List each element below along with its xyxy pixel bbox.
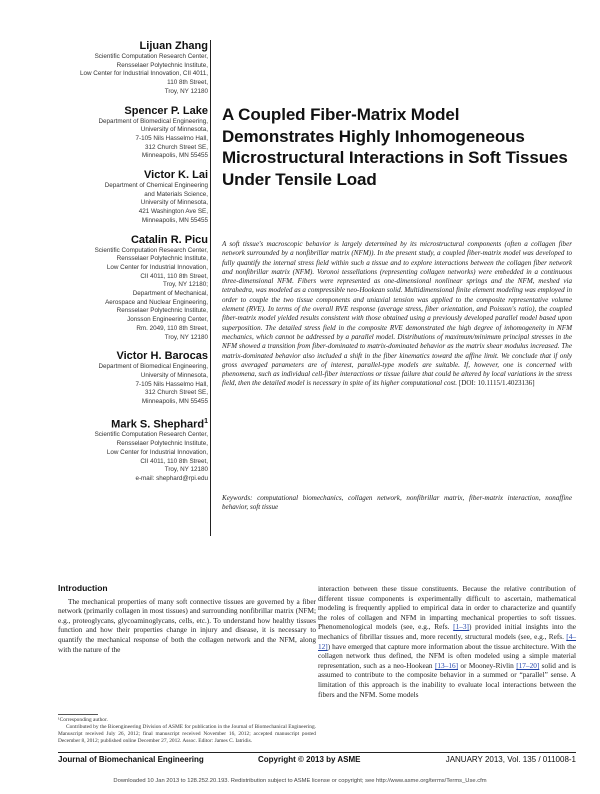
footnote: ¹Corresponding author. [58, 717, 108, 723]
citation-link[interactable]: [4–12] [318, 631, 576, 651]
doi-link[interactable]: [DOI: 10.1115/1.4023136] [458, 379, 535, 388]
body-text: interaction between these tissue constituents. Because the relative contribution of different tissue components is experimentally difficult to ascertain, mathematical modeling is frequently applied to empirical data in order to characterize and quantify the roles of collagen and NFM in imparting mechanical properties to soft tissues. Phenomenological models (see, e.g., Refs. [318, 584, 576, 632]
citation-link[interactable]: [1–3] [453, 622, 469, 632]
author-name: Lijuan Zhang [139, 40, 208, 52]
column-divider [210, 40, 211, 536]
citation-link[interactable]: [13–16] [434, 660, 459, 670]
body-text: solid and is assumed to contribute to the composite behavior in a summed or “parallel” sense. A limitation of this approach is the inability to evaluate local interactions between the fibers and the NFM. Some models [318, 660, 576, 699]
author-block [40, 234, 208, 343]
author-affiliation: Department of Biomedical Engineering, University of Minnesota, 7-105 Nils Hasselmo Hall, 312 Church Street SE, Minneapolis, MN 55455 [98, 363, 208, 406]
body-text: or Mooney-Rivlin [458, 660, 517, 670]
body-paragraph: The mechanical properties of many soft connective tissues are governed by a fiber network (primarily collagen in most tissues) and surrounding nonfibrillar matrix (NFM; e.g., proteoglycans, glycoaminoglycans, cells, etc.). To understand how healthy tissues function and how their properties change in injury and disease, it is necessary to quantify the mechanical response of both the collagen network and the NFM, along with the nature of the [58, 596, 316, 654]
footnotes [58, 717, 316, 745]
article-title: A Coupled Fiber-Matrix Model Demonstrates Highly Inhomogeneous Microstructural Interactions in Soft Tissues Under Tensile Load [222, 105, 568, 189]
download-notice: Downloaded 10 Jan 2013 to 128.252.20.193. Redistribution subject to ASME license or copyright; see http://www.asme.org/terms/Terms_Use.cfm [113, 778, 487, 784]
author-block [40, 105, 208, 162]
footer-divider [58, 752, 576, 753]
author-name: Victor H. Barocas [116, 350, 208, 363]
journal-name: Journal of Biomechanical Engineering [58, 755, 204, 764]
body-paragraph [318, 584, 576, 699]
body-text: ) have emerged that capture more information about the tissue architecture. With the collagen network thus defined, the NFM is often modeled using a simple material representation, such as a neo-Hookean [318, 641, 576, 670]
author-affiliation: Scientific Computation Research Center, Rensselaer Polytechnic Institute, Low Center for Industrial Innovation, CII 4011, 110 8th Street, Troy, NY 12180; Department of Mechanical, Aerospace and Nuclear Engineering, Rensselaer Polytechnic Institute, Jonsson Engineering Center, Rm. 2049, 110 8th Street, Troy, NY 12180 [94, 246, 208, 341]
author-affiliation: Department of Chemical Engineering and Materials Science, University of Minnesota, 421 Washington Ave SE, Minneapolis, MN 55455 [104, 182, 208, 224]
author-block [40, 169, 208, 226]
footnote: Contributed by the Bioengineering Division of ASME for publication in the Journal of Biomechanical Engineering. Manuscript received July 26, 2012; final manuscript received November 16, 2012; accepted manuscript posted December 8, 2012; published online December 27, 2012. Assoc. Editor: James C. Iatridis. [58, 723, 316, 744]
body-column-left [58, 584, 316, 654]
copyright-notice: Copyright © 2013 by ASME [258, 755, 361, 764]
section-heading: Introduction [58, 583, 108, 593]
footnote-divider [58, 714, 98, 715]
abstract [222, 240, 572, 389]
author-list [40, 40, 208, 492]
author-name: Victor K. Lai [144, 169, 208, 182]
corresponding-author-marker: 1 [204, 417, 208, 425]
issue-info: JANUARY 2013, Vol. 135 / 011008-1 [445, 755, 576, 764]
body-column-right [318, 584, 576, 699]
author-block [40, 350, 208, 407]
citation-link[interactable]: [17–20] [516, 660, 540, 670]
author-block [40, 415, 208, 484]
author-name [40, 415, 208, 432]
author-affiliation: Scientific Computation Research Center, Rensselaer Polytechnic Institute, Low Center for Industrial Innovation, CII 4011, 110 8th Street, Troy, NY 12180 [80, 53, 208, 95]
author-affiliation: Scientific Computation Research Center, Rensselaer Polytechnic Institute, Low Center for Industrial Innovation, CII 4011, 110 8th Street, Troy, NY 12180 e-mail: shephard@rpi.edu [94, 431, 208, 482]
author-affiliation: Department of Biomedical Engineering, University of Minnesota, 7-105 Nils Hasselmo Hall, 312 Church Street SE, Minneapolis, MN 55455 [98, 117, 208, 160]
author-name: Catalin R. Picu [130, 233, 208, 246]
author-block [40, 40, 208, 97]
abstract-text: A soft tissue's macroscopic behavior is largely determined by its microstructural components (often a collagen fiber network surrounded by a nonfibrillar matrix (NFM)). In the present study, a coupled fiber-matrix model was developed to fully quantify the internal stress field within such a tissue and to explore interactions between the collagen fiber network and nonfibrillar matrix (NFM). Voronoi tessellations (representing collagen networks) were embedded in a continuous three-dimensional NFM. Fibers were represented as one-dimensional nonlinear springs and the NFM, meshed via tetrahedra, was modeled as a compressible neo-Hookean solid. Multidimensional finite element modeling was employed in order to couple the two tissue components and uniaxial tension was applied to the composite representative volume element (RVE). In terms of the overall RVE response (average stress, fiber orientation, and Poisson's ratio), the coupled fiber-matrix model yielded results consistent with those obtained using a previously developed parallel model based upon superposition. The detailed stress field in the composite RVE demonstrated the high degree of inhomogeneity in NFM mechanics, which cannot be addressed by a parallel model. Distributions of maximum/minimum principal stresses in the NFM showed a transition from fiber-dominated to matrix-dominated behavior as the matrix shear modulus increased. The matrix-dominated behavior also included a shift in the fiber kinematics toward the affine limit. We conclude that if only gross averaged parameters are of interest, parallel-type models are suitable. If, however, one is concerned with phenomena, such as individual cell-fiber interactions or tissue failure that could be altered by local variations in the stress field, then the detailed model is necessary in spite of its higher computational cost. [222, 240, 572, 388]
keywords: Keywords: computational biomechanics, collagen network, nonfibrillar matrix, fiber-matrix interaction, nonaffine behavior, soft tissue [222, 494, 572, 512]
body-text: ) provided initial insights into the mechanics of fibrillar tissues and, more recently, structural models (see, e.g., Refs. [318, 622, 576, 641]
author-name: Spencer P. Lake [124, 104, 208, 117]
author-name-text: Mark S. Shephard [111, 418, 205, 431]
